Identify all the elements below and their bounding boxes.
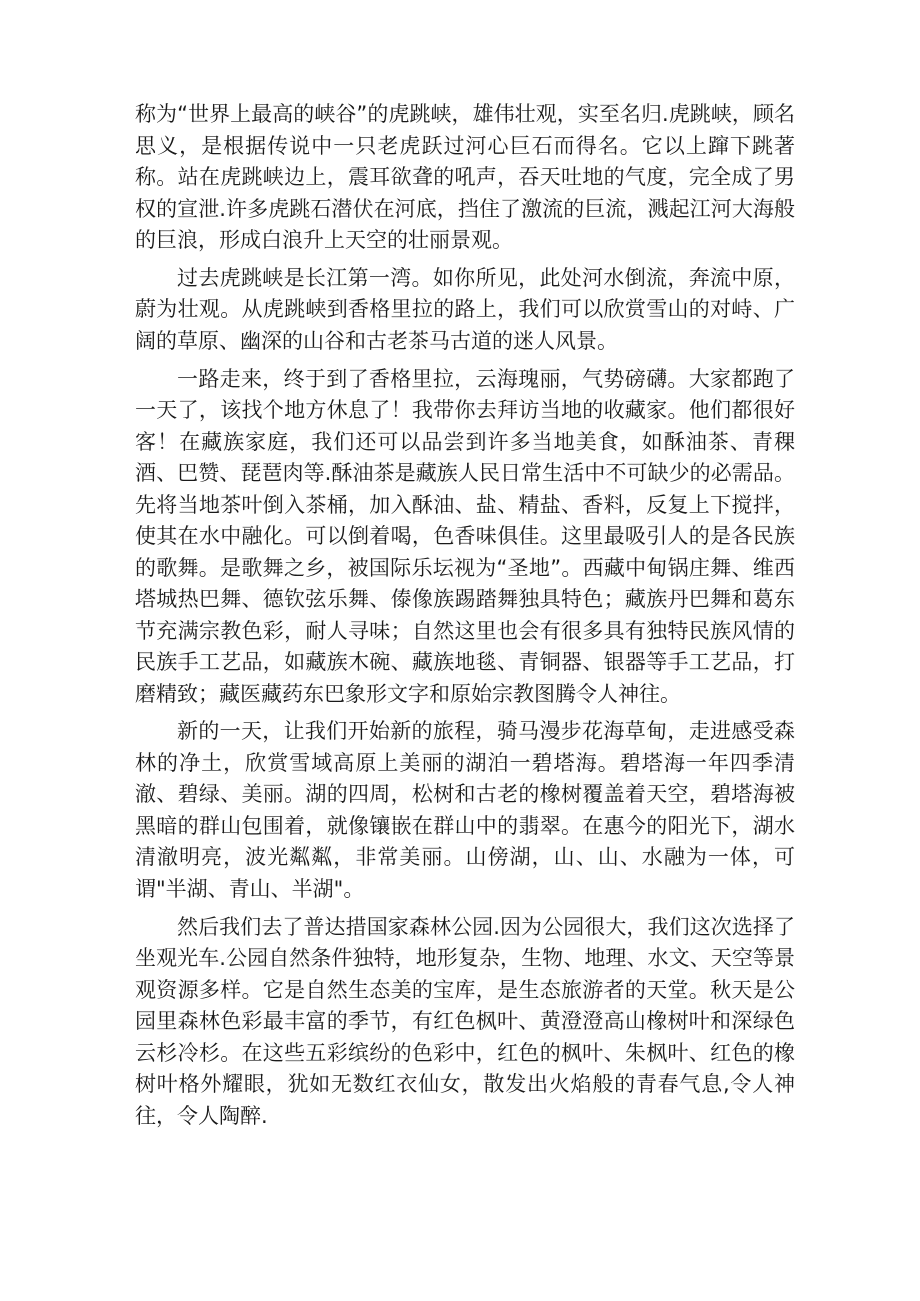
paragraph-pudacuo-park: 然后我们去了普达措国家森林公园.因为公园很大，我们这次选择了坐观光车.公园自然条件独特，地形复杂，生物、地理、水文、天空等景观资源多样。它是自然生态美的宝库，是生态旅游者的天堂。秋天是公园里森林色彩最丰富的季节，有红色枫叶、黄澄澄高山橡树叶和深绿色云杉冷杉。在这些五彩缤纷的色彩中，红色的枫叶、朱枫叶、红色的橡树叶格外耀眼，犹如无数红衣仙女，散发出火焰般的青春气息,令人神往，令人陶醉.	[135, 914, 795, 1128]
article-body	[135, 99, 795, 1138]
paragraph-first-bend: 过去虎跳峡是长江第一湾。如你所见，此处河水倒流，奔流中原，蔚为壮观。从虎跳峡到香格里拉的路上，我们可以欣赏雪山的对峙、广阔的草原、幽深的山谷和古老茶马古道的迷人风景。	[135, 265, 795, 353]
paragraph-shangri-la: 一路走来，终于到了香格里拉，云海瑰丽，气势磅礴。大家都跑了一天了，该找个地方休息了！我带你去拜访当地的收藏家。他们都很好客！在藏族家庭，我们还可以品尝到许多当地美食，如酥油茶、青稞酒、巴赞、琵琶肉等.酥油茶是藏族人民日常生活中不可缺少的必需品。先将当地茶叶倒入茶桶，加入酥油、盐、精盐、香料，反复上下搅拌，使其在水中融化。可以倒着喝，色香味俱佳。这里最吸引人的是各民族的歌舞。是歌舞之乡，被国际乐坛视为“圣地”。西藏中甸锅庄舞、维西塔城热巴舞、德钦弦乐舞、傣像族踢踏舞独具特色；藏族丹巴舞和葛东节充满宗教色彩，耐人寻味；自然这里也会有很多具有独特民族风情的民族手工艺品，如藏族木碗、藏族地毯、青铜器、银器等手工艺品，打磨精致；藏医藏药东巴象形文字和原始宗教图腾令人神往。	[135, 366, 795, 706]
paragraph-bita-lake: 新的一天，让我们开始新的旅程，骑马漫步花海草甸，走进感受森林的净土，欣赏雪域高原上美丽的湖泊一碧塔海。碧塔海一年四季清澈、碧绿、美丽。湖的四周，松树和古老的橡树覆盖着天空，碧塔海被黑暗的群山包围着，就像镶嵌在群山中的翡翠。在惠今的阳光下，湖水清澈明亮，波光粼粼，非常美丽。山傍湖，山、山、水融为一体，可谓"半湖、青山、半湖"。	[135, 719, 795, 901]
paragraph-tiger-leaping-gorge: 称为“世界上最高的峡谷”的虎跳峡，雄伟壮观，实至名归.虎跳峡，顾名思义，是根据传说中一只老虎跃过河心巨石而得名。它以上蹿下跳著称。站在虎跳峡边上，震耳欲聋的吼声，吞天吐地的气度，完全成了男权的宣泄.许多虎跳石潜伏在河底，挡住了激流的巨流，溅起江河大海般的巨浪，形成白浪升上天空的壮丽景观。	[135, 102, 795, 252]
